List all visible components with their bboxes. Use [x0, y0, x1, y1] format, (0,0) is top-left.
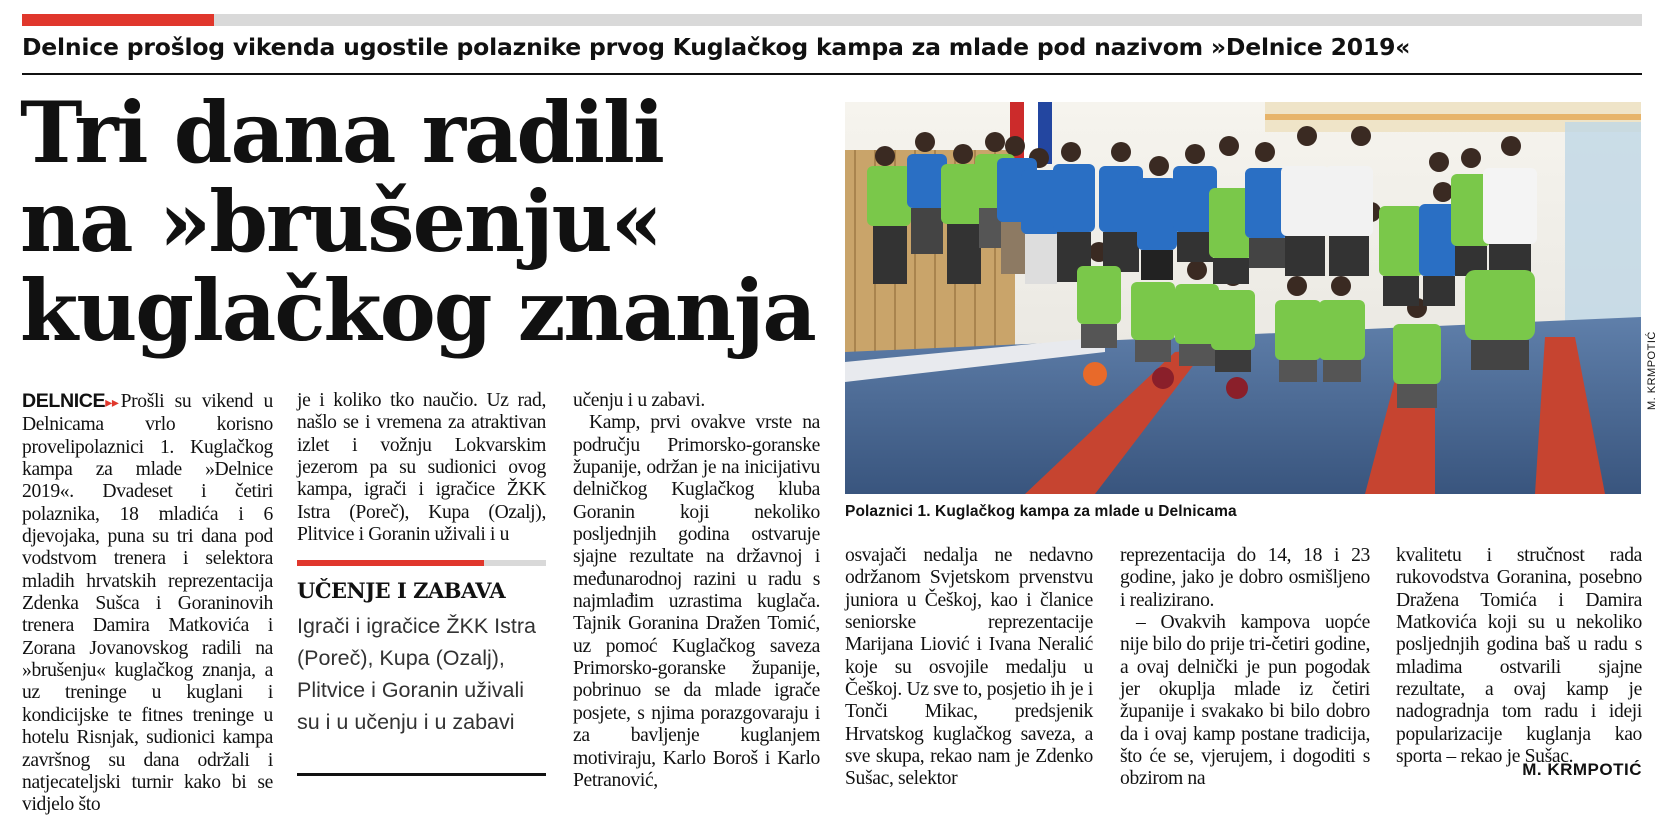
column-4-text: osvajači nedalja ne nedavno održanom Svjetskom prvenstvu juniora u Češkoj, kao i članice seniorske reprezentacije Marijana Liović i Ivana Neralić koje su osvojile medalju u Češkoj. Uz sve to, posjetio ih je i Tonči Mikac, predsjenik Hrvatskog kuglačkog saveza, a sve skupa, rekao nam je Zdenko Sušac, selektor	[845, 545, 1093, 790]
team-photo	[845, 102, 1641, 494]
column-3-text-a: učenju i u zabavi.	[573, 390, 705, 411]
dateline-arrow-icon: ▸▸	[105, 395, 119, 411]
column-2-text: je i koliko tko naučio. Uz rad, našlo se i vremena za atraktivan izlet i vožnju Lokvarskim jezerom pa su sudionici ovog kampa, igrači i igračice ŽKK Istra (Poreč), Kupa (Ozalj), Plitvice i Goranin uživali i u	[297, 390, 546, 546]
top-color-bar-accent	[22, 14, 214, 26]
article-column-4	[845, 545, 1093, 791]
photo-caption: Polaznici 1. Kuglačkog kampa za mlade u Delnicama	[845, 503, 1237, 520]
headline	[20, 83, 840, 360]
subhead-color-bar-accent	[297, 560, 484, 566]
top-color-bar	[22, 14, 1642, 26]
pull-quote-rule	[297, 773, 546, 776]
column-1-text: Prošli su vikend u Delnicama vrlo korisno provelipolaznici 1. Kuglačkog kampa za mlade »Delnice 2019«. Dvadeset i četiri polaznika, 18 mladića i 6 djevojaka, puna su tri dana pod vodstvom trenera i selektora mladih hrvatskih reprezentacija Zdenka Sušca i Goraninovih trenera Damira Matkovića i Zorana Jovanovskog radili na »brušenju« kuglačkog znanja, a uz treninge u kuglani i kondicijske te fitnes treninge u hotelu Risnjak, sudionici kampa završnog su dana održali i natjecateljski turnir kako bi se vidjelo što	[22, 391, 273, 816]
article-column-2	[297, 390, 546, 546]
article-column-3	[573, 390, 820, 792]
subhead: UČENJE I ZABAVA	[297, 578, 506, 603]
pull-quote: Igrači i igračice ŽKK Istra (Poreč), Kupa (Ozalj), Plitvice i Goranin uživali su i u učenju i u zabavi	[297, 614, 536, 734]
dateline: DELNICE	[22, 390, 106, 412]
headline-line-2: na »brušenju«	[20, 172, 662, 271]
article-column-5	[1120, 545, 1370, 791]
column-5-text-b: – Ovakvih kampova uopće nije bilo do prije tri-četiri godine, a ovaj delnički je pun pogodak jer okuplja mlade iz četiri županije i svakako bi bilo dobro da i ovaj kamp postane tradicija, što će se, vjerujem, i dogoditi s obzirom na	[1120, 612, 1370, 790]
team-photo-illustration	[845, 102, 1641, 494]
column-5-text-a: reprezentacija do 14, 18 i 23 godine, jako je dobro osmišljeno i realizirano.	[1120, 545, 1370, 611]
column-3-text-b: Kamp, prvi ovakve vrste na području Primorsko-goranske županije, održan je na inicijativu delničkog Kuglačkog kluba Goranin koji nekoliko posljednjih godina ostvaruje sjajne rezultate na državnoj i međunarodnoj razini u radu s najmlađim uzrastima kuglača. Tajnik Goranina Dražen Tomić, uz pomoć Kuglačkog saveza Primorsko-goranske županije, pobrinuo se da mlade igrače posjete, s njima porazgovaraju i za bavljenje kuglanjem motiviraju, Karlo Boroš i Karlo Petranović,	[573, 412, 820, 791]
photo-credit: M. KRMPOTIĆ	[1646, 331, 1658, 410]
column-6-text: kvalitetu i stručnost rada rukovodstva Goranina, posebno Dražena Tomića i Damira Matkovića koji su u nekoliko posljednjih godina baš u radu s mladima ostvarili sjajne rezultate, a ovaj kamp je nadogradnja tom radu i ideji popularizacije kuglanja kao sporta – rekao je Sušac.	[1396, 545, 1642, 768]
kicker: Delnice prošlog vikenda ugostile polaznike prvog Kuglačkog kampa za mlade pod nazivom »Delnice 2019«	[22, 33, 1411, 61]
article-column-1	[22, 390, 273, 817]
kicker-rule	[22, 73, 1642, 75]
article-column-6	[1396, 545, 1642, 768]
author-signature: M. KRMPOTIĆ	[1522, 760, 1642, 779]
subhead-color-bar	[297, 560, 546, 566]
headline-line-1: Tri dana radili	[20, 83, 663, 182]
headline-line-3: kuglačkog znanja	[20, 261, 815, 360]
